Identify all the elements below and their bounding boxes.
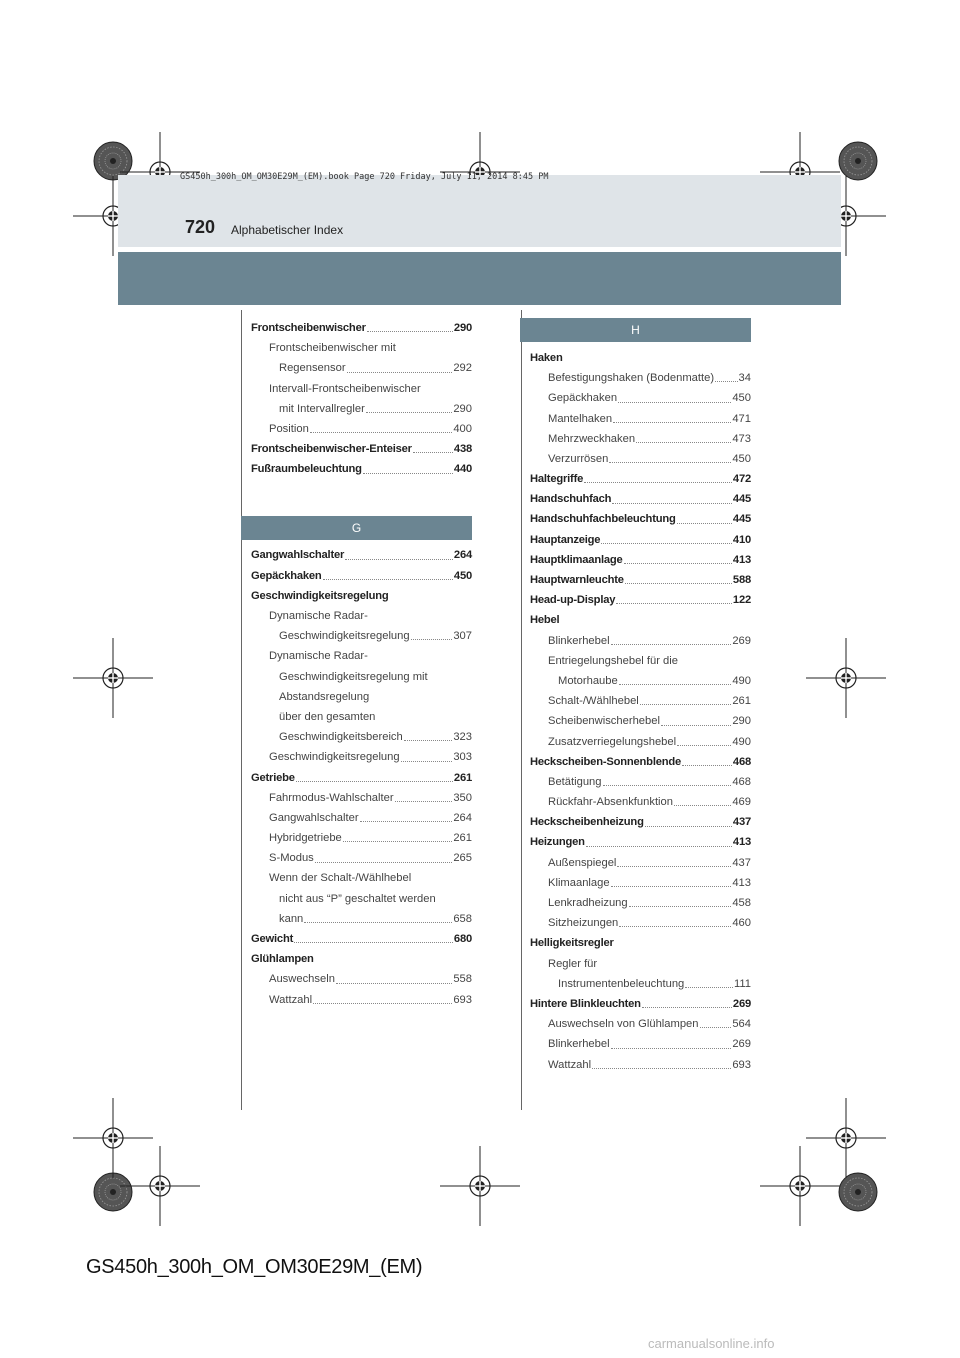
leader-dots: [624, 563, 732, 564]
index-entry: [530, 429, 751, 449]
index-entry-page: 450: [453, 569, 472, 582]
index-entry-term: Wattzahl: [548, 1058, 592, 1071]
index-entry: [530, 812, 751, 832]
leader-dots: [700, 1027, 732, 1028]
leader-dots: [323, 579, 453, 580]
index-entry: [530, 348, 751, 368]
index-entry: [530, 651, 751, 671]
leader-dots: [617, 866, 731, 867]
index-entry: [530, 368, 751, 388]
index-entry-term: Frontscheibenwischer: [251, 321, 366, 334]
leader-dots: [618, 402, 731, 403]
index-entry-term: Scheibenwischerhebel: [548, 715, 660, 728]
index-entry-term: Zusatzverriegelungshebel: [548, 735, 677, 748]
index-entry: [251, 687, 472, 707]
index-entry-term: Position: [269, 422, 309, 435]
index-entry-term: Lenkradheizung: [548, 897, 628, 910]
index-entry-page: 469: [732, 796, 751, 809]
index-entry: [530, 893, 751, 913]
index-entry-page: 290: [453, 321, 472, 334]
index-entry-page: 468: [732, 755, 751, 768]
leader-dots: [612, 503, 732, 504]
index-entry: [530, 853, 751, 873]
index-entry: [530, 772, 751, 792]
leader-dots: [613, 422, 731, 423]
leader-dots: [685, 987, 733, 988]
index-entry-term: Frontscheibenwischer-Enteiser: [251, 443, 412, 456]
leader-dots: [611, 886, 732, 887]
index-entry: [530, 610, 751, 630]
index-entry-term: Entriegelungshebel für die: [548, 654, 678, 667]
index-list-g: [251, 546, 472, 1010]
section-letter-h: H: [520, 318, 751, 342]
leader-dots: [677, 745, 731, 746]
leader-dots: [611, 644, 732, 645]
leader-dots: [310, 432, 453, 433]
index-entry: [251, 318, 472, 338]
index-entry-term: Gepäckhaken: [251, 569, 322, 582]
leader-dots: [343, 841, 453, 842]
index-entry-term: Heizungen: [530, 836, 585, 849]
index-entry: [251, 949, 472, 969]
column-divider-right: [521, 310, 522, 1110]
index-entry: [251, 586, 472, 606]
leader-dots: [347, 372, 453, 373]
leader-dots: [609, 462, 731, 463]
index-entry: [530, 974, 751, 994]
index-entry-term: Wenn der Schalt-/Wählhebel: [269, 872, 412, 885]
leader-dots: [682, 765, 732, 766]
index-entry: [530, 691, 751, 711]
index-entry: [251, 889, 472, 909]
index-entry: [530, 994, 751, 1014]
index-entry: [251, 338, 472, 358]
index-entry: [251, 969, 472, 989]
index-entry: [251, 566, 472, 586]
index-entry-page: 460: [732, 917, 751, 930]
index-entry: [251, 808, 472, 828]
index-entry-page: 292: [453, 362, 472, 375]
index-entry-page: 437: [732, 856, 751, 869]
leader-dots: [619, 926, 731, 927]
index-entry: [530, 1014, 751, 1034]
index-entry-page: 450: [732, 392, 751, 405]
leader-dots: [395, 801, 453, 802]
index-list-f: [251, 318, 472, 480]
index-entry: [530, 550, 751, 570]
index-entry-page: 564: [732, 1018, 751, 1031]
index-entry: [251, 546, 472, 566]
index-entry: [530, 671, 751, 691]
page-title: Alphabetischer Index: [231, 223, 344, 237]
index-entry-term: Hybridgetriebe: [269, 832, 342, 845]
index-entry-term: Regensensor: [279, 362, 346, 375]
index-entry: [530, 752, 751, 772]
index-entry-term: Abstandsregelung: [279, 690, 370, 703]
index-entry-term: über den gesamten: [279, 710, 376, 723]
index-entry: [530, 833, 751, 853]
index-entry-page: 472: [732, 473, 751, 486]
index-entry-term: kann: [279, 912, 304, 925]
index-entry-page: 438: [453, 443, 472, 456]
index-entry-page: 490: [732, 735, 751, 748]
index-entry-term: Sitzheizungen: [548, 917, 619, 930]
index-entry: [530, 933, 751, 953]
index-entry: [251, 606, 472, 626]
index-entry-term: Gepäckhaken: [548, 392, 618, 405]
index-entry-term: Hebel: [530, 614, 560, 627]
index-entry: [251, 399, 472, 419]
index-entry-page: 445: [732, 493, 751, 506]
index-entry-page: 413: [732, 876, 751, 889]
index-entry-term: Dynamische Radar-: [269, 650, 368, 663]
index-entry: [251, 828, 472, 848]
index-entry-term: Intervall-Frontscheibenwischer: [269, 382, 421, 395]
index-entry-page: 588: [732, 574, 751, 587]
leader-dots: [315, 862, 453, 863]
index-entry-term: Auswechseln: [269, 973, 335, 986]
index-entry-term: Dynamische Radar-: [269, 610, 368, 623]
index-entry: [530, 1055, 751, 1075]
index-entry-page: 558: [453, 973, 472, 986]
index-entry-page: 34: [738, 372, 751, 385]
index-list-h: [530, 348, 751, 1075]
index-entry: [251, 768, 472, 788]
section-letter-g: G: [241, 516, 472, 540]
index-entry-term: Geschwindigkeitsbereich: [279, 731, 403, 744]
index-entry-term: Blinkerhebel: [548, 634, 610, 647]
leader-dots: [611, 1048, 732, 1049]
index-entry: [251, 379, 472, 399]
index-entry-page: 468: [732, 775, 751, 788]
leader-dots: [313, 1003, 452, 1004]
index-entry-term: Regler für: [548, 957, 598, 970]
index-entry: [530, 954, 751, 974]
leader-dots: [661, 725, 731, 726]
index-entry: [530, 1034, 751, 1054]
index-entry: [251, 929, 472, 949]
index-entry-term: Fahrmodus-Wahlschalter: [269, 791, 394, 804]
index-entry-page: 410: [732, 533, 751, 546]
index-entry-term: Blinkerhebel: [548, 1038, 610, 1051]
index-entry-term: Haken: [530, 351, 563, 364]
leader-dots: [304, 922, 452, 923]
leader-dots: [619, 684, 732, 685]
leader-dots: [296, 781, 453, 782]
index-entry: [251, 459, 472, 479]
manual-code: GS450h_300h_OM_OM30E29M_(EM): [86, 1256, 423, 1278]
index-entry: [251, 419, 472, 439]
leader-dots: [413, 452, 453, 453]
index-entry: [251, 909, 472, 929]
leader-dots: [629, 906, 732, 907]
index-entry-page: 413: [732, 836, 751, 849]
index-entry-page: 680: [453, 933, 472, 946]
leader-dots: [636, 442, 731, 443]
leader-dots: [360, 821, 453, 822]
index-entry-term: Betätigung: [548, 775, 602, 788]
index-entry-term: Motorhaube: [558, 674, 618, 687]
column-divider-left: [241, 310, 242, 1110]
index-entry-page: 440: [453, 463, 472, 476]
leader-dots: [645, 826, 732, 827]
index-entry-term: Verzurrösen: [548, 452, 609, 465]
index-entry-term: Handschuhfach: [530, 493, 612, 506]
index-entry-term: Befestigungshaken (Bodenmatte): [548, 372, 715, 385]
leader-dots: [677, 523, 732, 524]
leader-dots: [586, 846, 732, 847]
index-entry-term: Geschwindigkeitsregelung: [269, 751, 400, 764]
index-entry-page: 261: [453, 832, 472, 845]
index-entry-page: 450: [732, 452, 751, 465]
index-entry-page: 471: [732, 412, 751, 425]
index-entry-term: Haltegriffe: [530, 473, 584, 486]
index-entry-term: Schalt-/Wählhebel: [548, 695, 639, 708]
index-entry-term: Wattzahl: [269, 993, 313, 1006]
index-entry-term: mit Intervallregler: [279, 402, 365, 415]
index-entry-term: Fußraumbeleuchtung: [251, 463, 362, 476]
index-entry-page: 413: [732, 553, 751, 566]
index-entry: [530, 913, 751, 933]
leader-dots: [625, 583, 732, 584]
index-entry-page: 693: [453, 993, 472, 1006]
index-entry: [251, 626, 472, 646]
index-entry-page: 437: [732, 816, 751, 829]
leader-dots: [601, 543, 732, 544]
index-entry-page: 122: [732, 594, 751, 607]
index-entry: [530, 570, 751, 590]
index-entry: [530, 510, 751, 530]
index-entry-term: Klimaanlage: [548, 876, 610, 889]
index-entry-term: Instrumentenbeleuchtung: [558, 977, 685, 990]
index-entry-term: Hintere Blinkleuchten: [530, 997, 641, 1010]
leader-dots: [363, 473, 453, 474]
index-entry: [251, 439, 472, 459]
leader-dots: [411, 639, 453, 640]
index-entry-term: Heckscheiben-Sonnenblende: [530, 755, 682, 768]
index-entry: [251, 727, 472, 747]
leader-dots: [401, 761, 453, 762]
index-entry-page: 445: [732, 513, 751, 526]
leader-dots: [366, 412, 453, 413]
index-entry-page: 290: [453, 402, 472, 415]
leader-dots: [367, 331, 453, 332]
leader-dots: [642, 1007, 732, 1008]
index-entry-term: Mehrzweckhaken: [548, 432, 636, 445]
index-entry-term: Gangwahlschalter: [251, 549, 345, 562]
index-entry: [530, 711, 751, 731]
index-entry-term: Geschwindigkeitsregelung mit: [279, 670, 428, 683]
header-top-band: [118, 175, 841, 247]
index-entry: [251, 358, 472, 378]
index-entry-term: nicht aus “P” geschaltet werden: [279, 892, 436, 905]
book-info: GS450h_300h_OM_OM30E29M_(EM).book Page 720 Friday, July 11, 2014 8:45 PM: [180, 172, 549, 182]
index-entry: [251, 646, 472, 666]
leader-dots: [616, 603, 732, 604]
index-entry-term: Hauptwarnleuchte: [530, 574, 624, 587]
index-entry-term: Mantelhaken: [548, 412, 613, 425]
index-entry-page: 693: [732, 1058, 751, 1071]
index-entry-page: 490: [732, 674, 751, 687]
index-entry-term: S-Modus: [269, 852, 314, 865]
index-entry-page: 264: [453, 549, 472, 562]
index-entry: [530, 388, 751, 408]
index-entry-page: 400: [453, 422, 472, 435]
index-entry: [530, 590, 751, 610]
index-entry-term: Helligkeitsregler: [530, 937, 614, 950]
index-entry-term: Hauptklimaanlage: [530, 553, 623, 566]
index-entry-term: Außenspiegel: [548, 856, 617, 869]
leader-dots: [674, 805, 731, 806]
index-entry-term: Auswechseln von Glühlampen: [548, 1018, 699, 1031]
index-entry-term: Glühlampen: [251, 953, 314, 966]
index-entry-term: Frontscheibenwischer mit: [269, 342, 396, 355]
index-entry-term: Hauptanzeige: [530, 533, 601, 546]
leader-dots: [336, 983, 452, 984]
index-entry-page: 290: [732, 715, 751, 728]
index-entry-page: 458: [732, 897, 751, 910]
leader-dots: [640, 704, 732, 705]
index-entry-page: 269: [732, 997, 751, 1010]
index-entry-page: 658: [453, 912, 472, 925]
leader-dots: [294, 942, 453, 943]
index-entry: [530, 489, 751, 509]
index-entry-term: Gewicht: [251, 933, 294, 946]
section-spacer: [251, 480, 472, 516]
index-entry: [530, 732, 751, 752]
index-entry-page: 269: [732, 1038, 751, 1051]
index-entry-page: 303: [453, 751, 472, 764]
leader-dots: [345, 559, 453, 560]
index-entry-term: Geschwindigkeitsregelung: [251, 589, 389, 602]
header-color-band: [118, 252, 841, 305]
index-entry: [530, 449, 751, 469]
index-entry: [251, 869, 472, 889]
leader-dots: [715, 381, 737, 382]
index-entry-page: 261: [732, 695, 751, 708]
index-entry-page: 111: [733, 977, 751, 990]
index-entry: [530, 530, 751, 550]
index-entry: [530, 409, 751, 429]
leader-dots: [584, 482, 732, 483]
index-entry-term: Gangwahlschalter: [269, 811, 359, 824]
index-entry-page: 264: [453, 811, 472, 824]
index-entry-page: 269: [732, 634, 751, 647]
index-column-right: [530, 318, 751, 1075]
index-entry: [251, 788, 472, 808]
leader-dots: [592, 1068, 731, 1069]
index-entry-term: Geschwindigkeitsregelung: [279, 630, 410, 643]
page-number: 720: [185, 217, 216, 237]
index-entry: [251, 667, 472, 687]
index-entry-term: Heckscheibenheizung: [530, 816, 644, 829]
index-entry: [530, 631, 751, 651]
index-entry: [530, 873, 751, 893]
index-entry-term: Handschuhfachbeleuchtung: [530, 513, 676, 526]
index-column-left: [251, 318, 472, 1010]
index-entry: [251, 747, 472, 767]
index-entry-term: Head-up-Display: [530, 594, 616, 607]
index-entry-term: Rückfahr-Absenkfunktion: [548, 796, 673, 809]
watermark: carmanualsonline.info: [648, 1336, 775, 1351]
index-entry-page: 350: [453, 791, 472, 804]
index-entry: [251, 848, 472, 868]
index-entry-page: 323: [453, 731, 472, 744]
index-entry-page: 265: [453, 852, 472, 865]
index-entry-page: 473: [732, 432, 751, 445]
leader-dots: [603, 785, 732, 786]
index-entry: [530, 792, 751, 812]
index-entry-page: 261: [453, 771, 472, 784]
index-entry: [251, 990, 472, 1010]
index-entry: [530, 469, 751, 489]
index-entry: [251, 707, 472, 727]
index-entry-term: Getriebe: [251, 771, 295, 784]
index-entry-page: 307: [453, 630, 472, 643]
leader-dots: [404, 740, 453, 741]
